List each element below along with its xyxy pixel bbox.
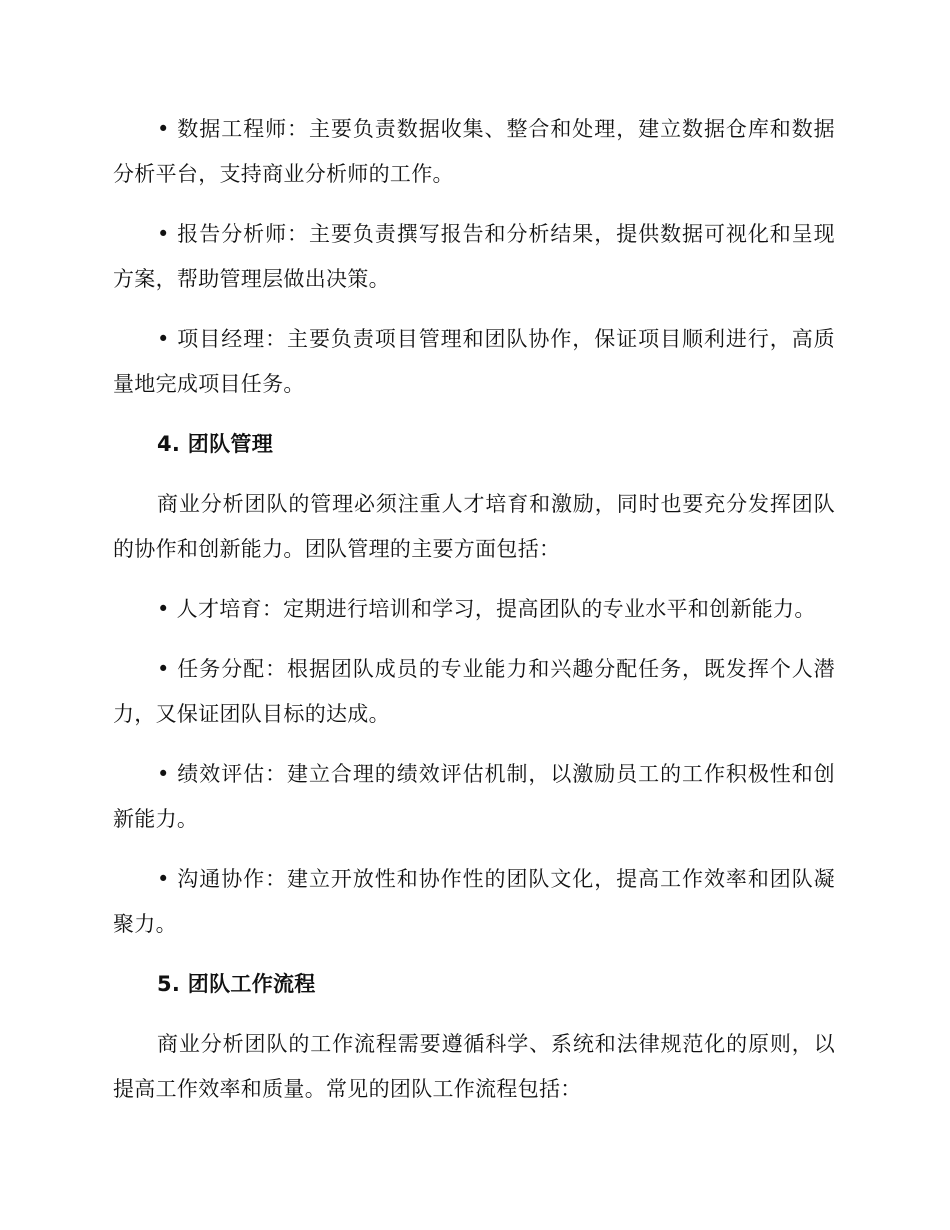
section-heading-team-workflow: 5. 团队工作流程 [157,972,316,996]
bullet-task-allocation: • 任务分配：根据团队成员的专业能力和兴趣分配任务，既发挥个人潜力，又保证团队目标的达成。 [113,657,835,726]
bullet-communication-collaboration: • 沟通协作：建立开放性和协作性的团队文化，提高工作效率和团队凝聚力。 [113,867,835,936]
bullet-talent-development: • 人才培育：定期进行培训和学习，提高团队的专业水平和创新能力。 [157,597,816,621]
bullet-report-analyst: • 报告分析师：主要负责撰写报告和分析结果，提供数据可视化和呈现方案，帮助管理层做出决策。 [113,222,835,291]
section-heading-team-management: 4. 团队管理 [157,432,273,456]
bullet-performance-evaluation: • 绩效评估：建立合理的绩效评估机制，以激励员工的工作积极性和创新能力。 [113,762,835,831]
team-workflow-intro: 商业分析团队的工作流程需要遵循科学、系统和法律规范化的原则，以提高工作效率和质量。常见的团队工作流程包括： [113,1032,835,1101]
team-management-intro: 商业分析团队的管理必须注重人才培育和激励，同时也要充分发挥团队的协作和创新能力。团队管理的主要方面包括： [113,492,835,561]
bullet-project-manager: • 项目经理：主要负责项目管理和团队协作，保证项目顺利进行，高质量地完成项目任务。 [113,327,835,396]
bullet-data-engineer: • 数据工程师：主要负责数据收集、整合和处理，建立数据仓库和数据分析平台，支持商业分析师的工作。 [113,117,835,186]
document-body [113,107,835,1127]
